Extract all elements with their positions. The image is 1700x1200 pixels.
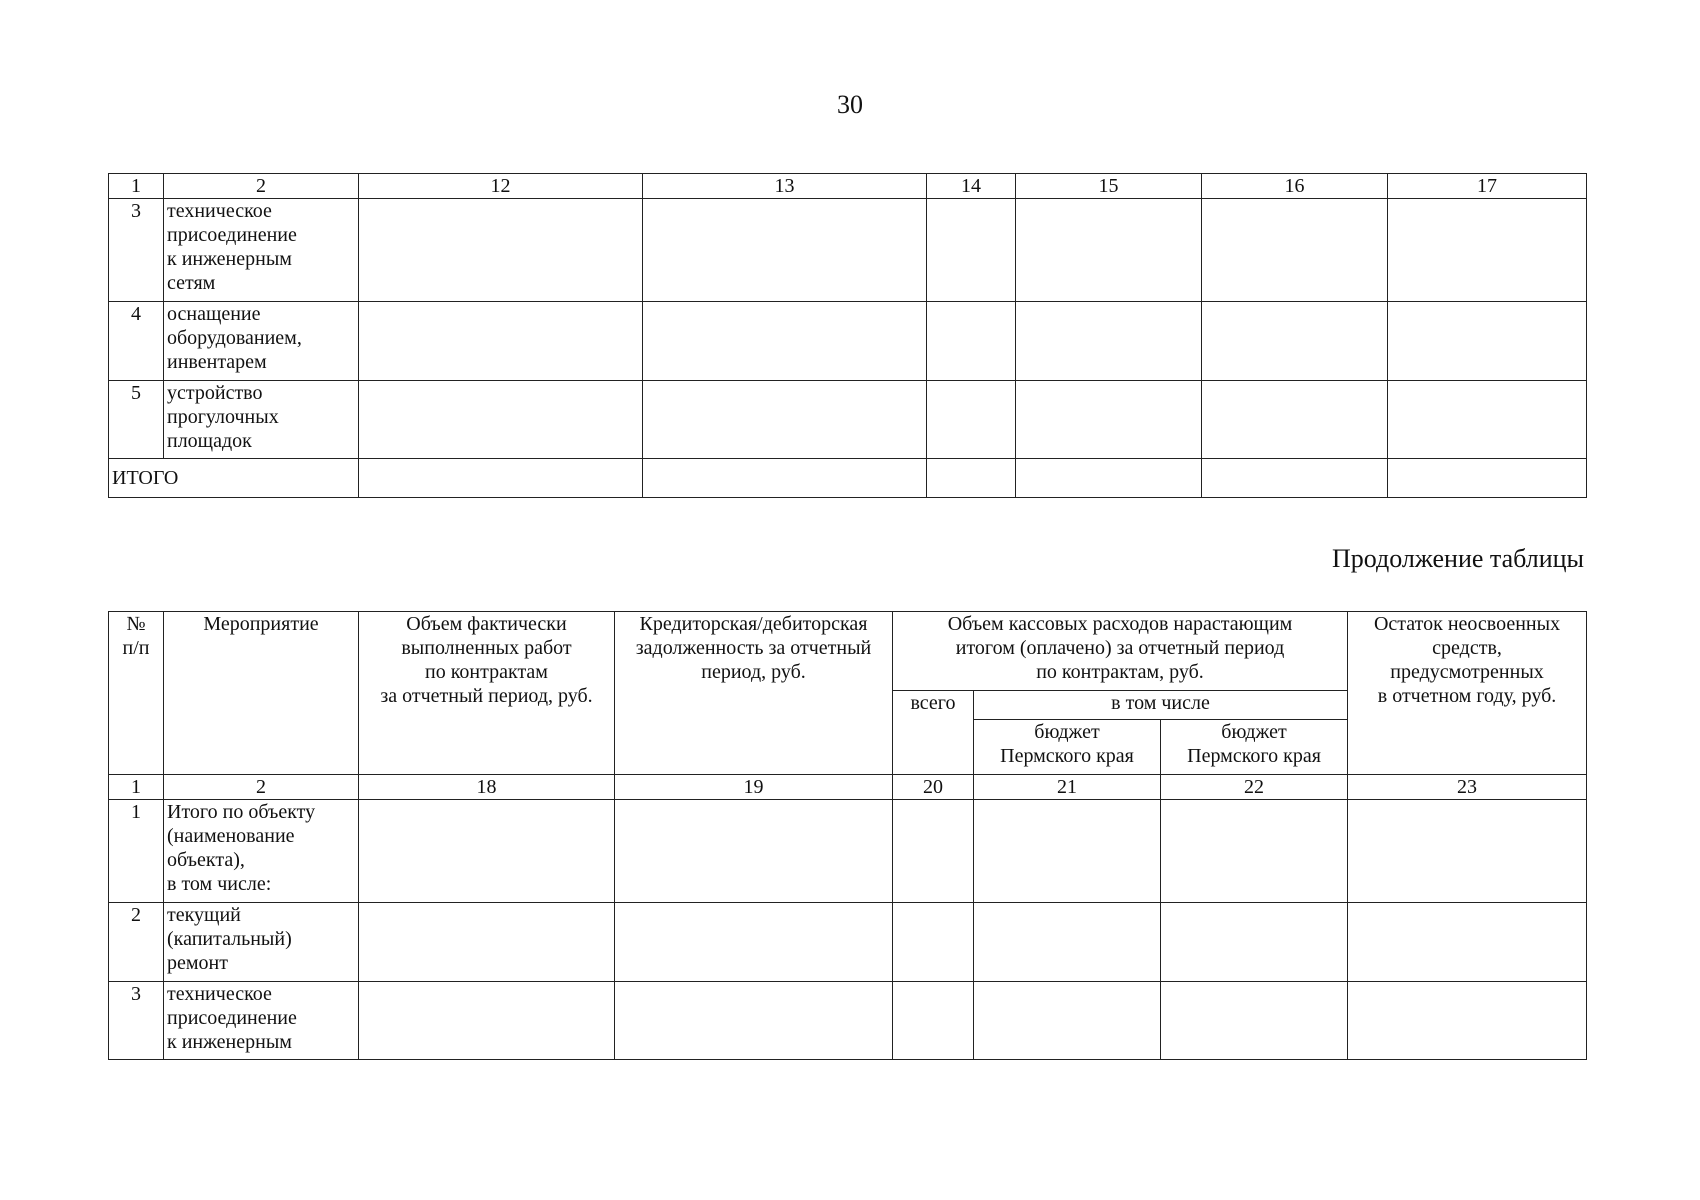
event-name xyxy=(164,199,359,302)
header-including: в том числе xyxy=(974,691,1348,720)
empty-cell xyxy=(1388,199,1587,302)
empty-cell xyxy=(1161,800,1348,903)
event-name-line: присоединение xyxy=(167,224,297,246)
lower-col-number: 21 xyxy=(974,775,1161,800)
empty-cell xyxy=(615,903,893,982)
header-line: по контрактам xyxy=(425,661,548,683)
total-row xyxy=(109,459,1587,498)
header-line: за отчетный период, руб. xyxy=(380,685,593,707)
event-name-line: к инженерным xyxy=(167,1031,292,1053)
lower-col-number: 18 xyxy=(359,775,615,800)
event-name-line: в том числе: xyxy=(167,873,272,895)
lower-col-number: 20 xyxy=(893,775,974,800)
empty-cell xyxy=(359,381,643,459)
event-name-line: площадок xyxy=(167,430,252,452)
header-budget-2 xyxy=(1161,720,1348,775)
header-num xyxy=(109,612,164,775)
upper-col-number: 13 xyxy=(643,174,927,199)
empty-cell xyxy=(615,982,893,1060)
header-line: период, руб. xyxy=(701,661,806,683)
header-remainder xyxy=(1348,612,1587,775)
header-cash-expenses xyxy=(893,612,1348,691)
empty-cell xyxy=(974,800,1161,903)
event-name-line: оборудованием, xyxy=(167,327,302,349)
empty-cell xyxy=(893,903,974,982)
header-line: Объем кассовых расходов нарастающим xyxy=(947,613,1293,635)
empty-cell xyxy=(1202,199,1388,302)
lower-column-number-row xyxy=(109,775,1587,800)
upper-col-number: 17 xyxy=(1388,174,1587,199)
header-actual-work xyxy=(359,612,615,775)
event-name-line: текущий xyxy=(167,904,241,926)
event-name-line: техническое xyxy=(167,200,272,222)
empty-cell xyxy=(1016,459,1202,498)
empty-cell xyxy=(927,381,1016,459)
event-name-line: (капитальный) xyxy=(167,928,292,950)
empty-cell xyxy=(893,800,974,903)
lower-table xyxy=(108,611,1587,1060)
header-line: по контрактам, руб. xyxy=(1036,661,1204,683)
header-line: Пермского края xyxy=(1000,745,1134,767)
header-row xyxy=(109,612,1587,691)
empty-cell xyxy=(927,459,1016,498)
empty-cell xyxy=(359,800,615,903)
header-line: средств, xyxy=(1432,637,1502,659)
event-name xyxy=(164,903,359,982)
empty-cell xyxy=(359,199,643,302)
empty-cell xyxy=(359,302,643,381)
header-line: итогом (оплачено) за отчетный период xyxy=(955,637,1285,659)
empty-cell xyxy=(1202,381,1388,459)
empty-cell xyxy=(1161,982,1348,1060)
event-name-line: присоединение xyxy=(167,1007,297,1029)
empty-cell xyxy=(974,982,1161,1060)
empty-cell xyxy=(615,800,893,903)
empty-cell xyxy=(974,903,1161,982)
empty-cell xyxy=(1388,459,1587,498)
row-number: 5 xyxy=(109,381,164,459)
lower-col-number: 2 xyxy=(164,775,359,800)
header-line: бюджет xyxy=(1221,721,1287,743)
upper-col-number: 2 xyxy=(164,174,359,199)
empty-cell xyxy=(1202,302,1388,381)
header-event: Мероприятие xyxy=(164,612,359,775)
empty-cell xyxy=(927,302,1016,381)
table-row xyxy=(109,199,1587,302)
empty-cell xyxy=(1348,800,1587,903)
upper-col-number: 14 xyxy=(927,174,1016,199)
header-line: п/п xyxy=(122,637,150,659)
empty-cell xyxy=(643,381,927,459)
empty-cell xyxy=(643,459,927,498)
page-number: 30 xyxy=(837,90,863,119)
header-debt xyxy=(615,612,893,775)
event-name xyxy=(164,982,359,1060)
event-name-line: ремонт xyxy=(167,952,228,974)
event-name-line: (наименование xyxy=(167,825,295,847)
event-name xyxy=(164,800,359,903)
event-name-line: сетям xyxy=(167,272,216,294)
header-line: № xyxy=(126,613,146,635)
event-name-line: устройство xyxy=(167,382,263,404)
event-name-line: Итого по объекту xyxy=(167,801,316,823)
lower-col-number: 19 xyxy=(615,775,893,800)
empty-cell xyxy=(359,903,615,982)
upper-col-number: 15 xyxy=(1016,174,1202,199)
header-total: всего xyxy=(893,691,974,775)
row-number: 1 xyxy=(109,800,164,903)
header-line: предусмотренных xyxy=(1390,661,1544,683)
empty-cell xyxy=(1348,982,1587,1060)
empty-cell xyxy=(359,982,615,1060)
upper-table xyxy=(108,173,1587,498)
row-number: 3 xyxy=(109,199,164,302)
row-number: 3 xyxy=(109,982,164,1060)
lower-col-number: 22 xyxy=(1161,775,1348,800)
event-name-line: к инженерным xyxy=(167,248,292,270)
empty-cell xyxy=(1388,302,1587,381)
table-row xyxy=(109,903,1587,982)
empty-cell xyxy=(643,302,927,381)
table-row xyxy=(109,302,1587,381)
upper-col-number: 12 xyxy=(359,174,643,199)
empty-cell xyxy=(1388,381,1587,459)
event-name-line: оснащение xyxy=(167,303,261,325)
lower-col-number: 23 xyxy=(1348,775,1587,800)
event-name-line: объекта), xyxy=(167,849,245,871)
header-line: бюджет xyxy=(1034,721,1100,743)
upper-col-number: 1 xyxy=(109,174,164,199)
empty-cell xyxy=(1016,381,1202,459)
header-line: в отчетном году, руб. xyxy=(1377,685,1557,707)
continuation-label: Продолжение таблицы xyxy=(1332,544,1584,573)
header-line: Остаток неосвоенных xyxy=(1373,613,1561,635)
empty-cell xyxy=(1348,903,1587,982)
event-name-line: прогулочных xyxy=(167,406,279,428)
event-name xyxy=(164,302,359,381)
event-name-line: техническое xyxy=(167,983,272,1005)
header-line: Кредиторская/дебиторская xyxy=(639,613,868,635)
total-label: ИТОГО xyxy=(109,459,359,498)
empty-cell xyxy=(1202,459,1388,498)
empty-cell xyxy=(927,199,1016,302)
header-line: выполненных работ xyxy=(401,637,572,659)
header-line: Пермского края xyxy=(1187,745,1321,767)
row-number: 4 xyxy=(109,302,164,381)
empty-cell xyxy=(643,199,927,302)
event-name-line: инвентарем xyxy=(167,351,267,373)
lower-col-number: 1 xyxy=(109,775,164,800)
row-number: 2 xyxy=(109,903,164,982)
header-line: Объем фактически xyxy=(406,613,567,635)
table-row xyxy=(109,381,1587,459)
table-row xyxy=(109,800,1587,903)
empty-cell xyxy=(1016,302,1202,381)
empty-cell xyxy=(1161,903,1348,982)
header-budget-1 xyxy=(974,720,1161,775)
upper-col-number: 16 xyxy=(1202,174,1388,199)
table-row xyxy=(109,982,1587,1060)
event-name xyxy=(164,381,359,459)
header-line: задолженность за отчетный xyxy=(635,637,872,659)
empty-cell xyxy=(1016,199,1202,302)
empty-cell xyxy=(893,982,974,1060)
empty-cell xyxy=(359,459,643,498)
upper-column-number-row xyxy=(109,174,1587,199)
